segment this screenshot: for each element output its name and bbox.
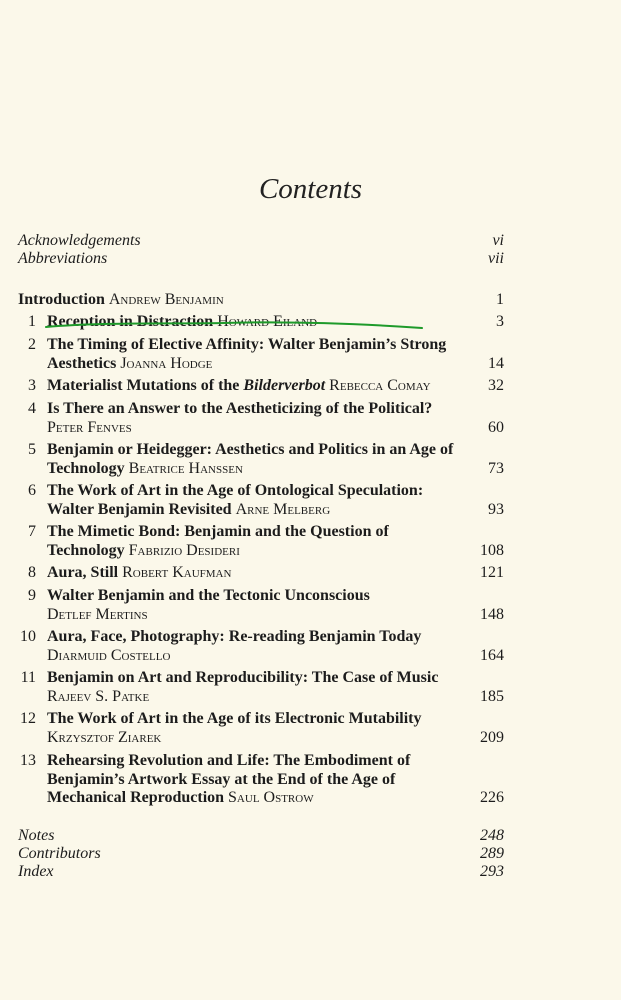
chapter-page: 14 [488,354,504,372]
chapter-line [47,729,161,747]
chapter-line [47,628,421,646]
chapter-title: The Work of Art in the Age of its Electronic Mutability [47,710,422,727]
chapter-author: Saul Ostrow [228,789,314,806]
back-matter-label: Index [18,863,54,880]
chapter-entry [18,628,504,665]
chapter-author: Robert Kaufman [122,564,232,581]
chapter-title: Materialist Mutations of the [47,377,244,394]
chapter-line [47,771,395,789]
chapter-title: Is There an Answer to the Aestheticizing of the Political? [47,400,433,417]
page-title: Contents [258,173,363,205]
chapter-title: Aesthetics [47,354,117,372]
chapter-line [47,336,446,354]
chapter-line [47,482,423,500]
chapter-entry [18,523,504,560]
front-matter-row [18,250,504,268]
chapter-number: 7 [28,523,36,540]
chapter-author: Howard Eiland [217,313,318,330]
chapter-entry [18,336,504,373]
chapter-number: 9 [28,587,36,604]
chapter-number: 6 [28,482,36,499]
chapter-line [47,460,243,478]
chapter-number: 1 [28,313,36,330]
chapter-title: Walter Benjamin Revisited [47,500,232,518]
chapter-title: The Timing of Elective Affinity: Walter Benjamin’s Strong [47,336,447,353]
chapter-page: 185 [480,687,504,705]
chapter-number: 5 [28,441,36,458]
chapter-line [47,419,132,437]
chapter-number: 13 [20,752,36,769]
chapter-entry [18,710,504,747]
chapter-author: Rebecca Comay [329,377,431,394]
chapter-line [47,669,438,687]
chapter-line [47,688,149,706]
handwritten-underline [44,318,424,334]
chapter-line [47,501,330,519]
chapter-line [47,377,431,395]
chapter-author: Diarmuid Costello [47,646,171,664]
chapter-page: 148 [480,605,504,623]
front-matter-label: Abbreviations [18,250,108,267]
chapter-page: 209 [480,728,504,746]
chapter-line [47,752,410,770]
front-matter-row [18,232,504,250]
chapter-number: 8 [28,564,36,581]
back-matter-label: Notes [18,827,55,844]
chapter-author: Detlef Mertins [47,605,148,623]
chapter-number: 3 [28,377,36,394]
chapter-author: Krzysztof Ziarek [47,728,162,746]
chapter-entry [18,400,504,437]
chapter-line [47,789,314,807]
chapter-title: Benjamin or Heidegger: Aesthetics and Politics in an Age of [47,441,454,458]
chapter-number: 12 [20,710,36,727]
back-matter-page: 248 [480,827,504,844]
chapter-page: 226 [480,789,504,806]
chapter-page: 32 [488,377,504,394]
chapter-page: 108 [480,541,504,559]
front-matter-label: Acknowledgements [18,232,141,249]
chapter-title: Technology [47,459,125,477]
chapter-line [47,710,422,728]
chapter-line [47,523,389,541]
chapter-title: The Mimetic Bond: Benjamin and the Question of [47,523,389,540]
chapter-page: 164 [480,646,504,664]
back-matter-row [18,845,504,863]
chapter-title: Rehearsing Revolution and Life: The Embodiment of [47,752,411,769]
back-matter-row [18,863,504,881]
back-matter-page: 293 [480,863,504,880]
front-matter-page: vii [488,250,504,267]
chapter-title: The Work of Art in the Age of Ontological Speculation: [47,482,424,499]
chapter-entry [18,564,504,583]
chapter-number: 10 [20,628,36,645]
chapter-title: Reception in Distraction [47,313,214,330]
chapter-entry [18,752,504,808]
chapter-line [47,587,370,605]
chapter-line [47,355,212,373]
chapter-title: Benjamin’s Artwork Essay at the End of the Age of [47,770,396,788]
chapter-title: Aura, Face, Photography: Re-reading Benjamin Today [47,628,422,645]
chapter-title-italic: Bilderverbot [243,377,326,394]
chapter-line [47,647,170,665]
back-matter-row [18,827,504,845]
chapter-page: 121 [480,564,504,581]
chapter-page: 93 [488,500,504,518]
chapter-page: 73 [488,459,504,477]
chapter-number: 11 [20,669,36,686]
chapter-entry [18,587,504,624]
chapter-page: 3 [496,313,504,330]
chapter-title: Technology [47,541,125,559]
chapter-entry [18,441,504,478]
chapter-entry [18,377,504,396]
back-matter-page: 289 [480,845,504,862]
back-matter-label: Contributors [18,845,101,862]
chapter-title: Walter Benjamin and the Tectonic Unconscious [47,587,370,604]
introduction-author: Andrew Benjamin [108,291,224,308]
chapter-author: Beatrice Hanssen [128,459,243,477]
chapter-author: Fabrizio Desideri [128,541,240,559]
chapter-author: Peter Fenves [47,418,132,436]
introduction-title: Introduction [18,291,105,308]
chapter-title: Benjamin on Art and Reproducibility: The Case of Music [47,669,439,686]
chapter-number: 2 [28,336,36,353]
chapter-line [47,542,240,560]
chapter-author: Arne Melberg [235,500,331,518]
chapter-author: Rajeev S. Patke [47,687,150,705]
chapter-line [47,400,432,418]
chapter-entry [18,669,504,706]
introduction-row [18,290,504,309]
chapter-author: Joanna Hodge [120,354,213,372]
chapter-title: Aura, Still [47,564,119,581]
chapter-line [47,606,148,624]
chapter-title: Mechanical Reproduction [47,789,225,806]
introduction-page: 1 [496,291,504,308]
chapter-number: 4 [28,400,36,417]
chapter-entry [18,482,504,519]
front-matter-page: vi [492,232,504,249]
chapter-line [47,441,453,459]
chapter-page: 60 [488,418,504,436]
chapter-line [47,564,231,582]
